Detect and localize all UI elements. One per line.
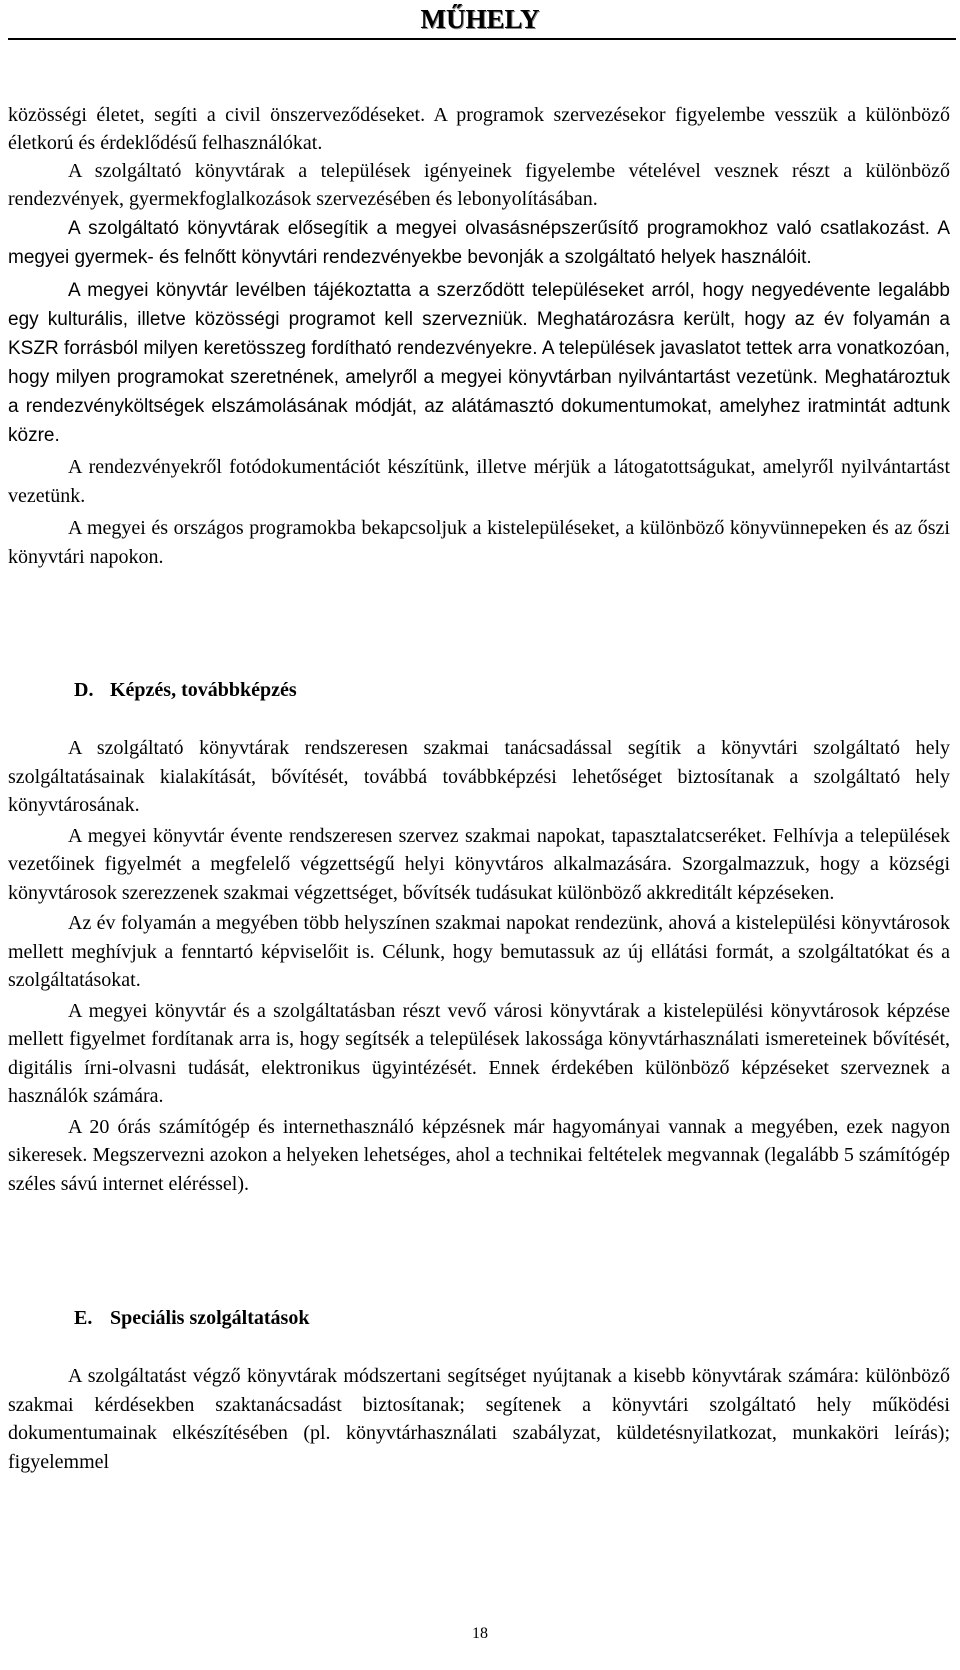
paragraph: A szolgáltató könyvtárak elősegítik a megyei olvasásnépszerűsítő programokhoz való csatlakozást. A megyei gyermek- és felnőtt könyvtári rendezvényekbe bevonják a szolgáltató helyek használóit. [8, 218, 950, 268]
paragraph: A szolgáltató könyvtárak a települések igényeinek figyelembe vételével vesznek részt a különböző rendezvények, gyermekfoglalkozások szervezésében és lebonyolításában. [8, 160, 950, 210]
paragraph: A megyei könyvtár levélben tájékoztatta a szerződött településeket arról, hogy negyedévente legalább egy kulturális, illetve közösségi programot kell szervezniük. Meghatározásra került, hogy az év folyamán a KSZR forrásból milyen keretösszeg fordítható rendezvényekre. A települések javaslatot tettek arra vonatkozóan, hogy milyen programokat szeretnének, amelyről a megyei könyvtárban nyilvántartást vezetünk. Meghatároztuk a rendezvényköltségek elszámolásának módját, az alátámasztó dokumentumokat, amelyhez iratmintát adtunk közre. [8, 280, 950, 446]
section-letter: D. [74, 679, 94, 701]
paragraph: közösségi életet, segíti a civil önszerveződéseket. A programok szervezésekor figyelembe vesszük a különböző életkorú és érdeklődésű felhasználókat. [8, 104, 950, 154]
section-d-body [8, 734, 950, 1198]
paragraph: A megyei könyvtár és a szolgáltatásban részt vevő városi könyvtárak a kistelepülési könyvtárosok képzése mellett figyelmet fordítanak arra is, hogy segítsék a települések lakossága könyvtárhasználati ismereteinek bővítését, digitális írni-olvasni tudását, elektronikus ügyintézését. Ennek érdekében különböző képzéseket szerveznek a használók számára. [8, 999, 950, 1107]
section-title: Képzés, továbbképzés [110, 679, 297, 701]
paragraph: A megyei könyvtár évente rendszeresen szervez szakmai napokat, tapasztalatcseréket. Felhívja a települések vezetőinek figyelmét a megfelelő végzettségű helyi könyvtáros alkalmazására. Szorgalmazzuk, hogy a községi könyvtárosok szerezzenek szakmai végzettséget, bővítsék tudásukat különböző akkreditált képzéseken. [8, 824, 950, 904]
section-e-body [8, 1362, 950, 1476]
paragraph: Az év folyamán a megyében több helyszínen szakmai napokat rendezünk, ahová a kistelepülési könyvtárosok mellett meghívjuk a fenntartó képviselőit is. Célunk, hogy bemutassuk az új ellátási formát, a szolgáltatókat és a szolgáltatásokat. [8, 912, 950, 991]
page-number: 18 [472, 1625, 488, 1642]
paragraph: A megyei és országos programokba bekapcsoljuk a kistelepüléseket, a különböző könyvünnepeken és az őszi könyvtári napokon. [8, 517, 950, 568]
paragraph: A szolgáltató könyvtárak rendszeresen szakmai tanácsadással segítik a könyvtári szolgáltató hely szolgáltatásainak kialakítását, bővítését, továbbá továbbképzési lehetőséget biztosítanak a szolgáltató hely könyvtárosának. [8, 737, 950, 816]
header-divider [8, 38, 956, 40]
section-top [8, 101, 950, 572]
section-title: Speciális szolgáltatások [110, 1307, 310, 1329]
section-letter: E. [74, 1307, 93, 1329]
paragraph: A 20 órás számítógép és internethasználó képzésnek már hagyományai vannak a megyében, ezek nagyon sikeresek. Megszervezni azokon a helyeken lehetséges, ahol a technikai feltételek megvannak (legalább 5 számítógép széles sávú internet eléréssel). [8, 1115, 950, 1195]
paragraph: A rendezvényekről fotódokumentációt készítünk, illetve mérjük a látogatottságukat, amelyről nyilvántartást vezetünk. [8, 456, 950, 507]
paragraph: A szolgáltatást végző könyvtárak módszertani segítséget nyújtanak a kisebb könyvtárak számára: különböző szakmai kérdésekben szaktanácsadást biztosítanak; segítenek a könyvtári szolgáltató hely működési dokumentumainak elkészítésében (pl. könyvtárhasználati szabályzat, küldetésnyilatkozat, munkaköri leírás); figyelemmel [8, 1365, 950, 1473]
section-heading [74, 1304, 309, 1332]
section-heading [74, 676, 297, 704]
running-header: MŰHELY [420, 4, 540, 34]
